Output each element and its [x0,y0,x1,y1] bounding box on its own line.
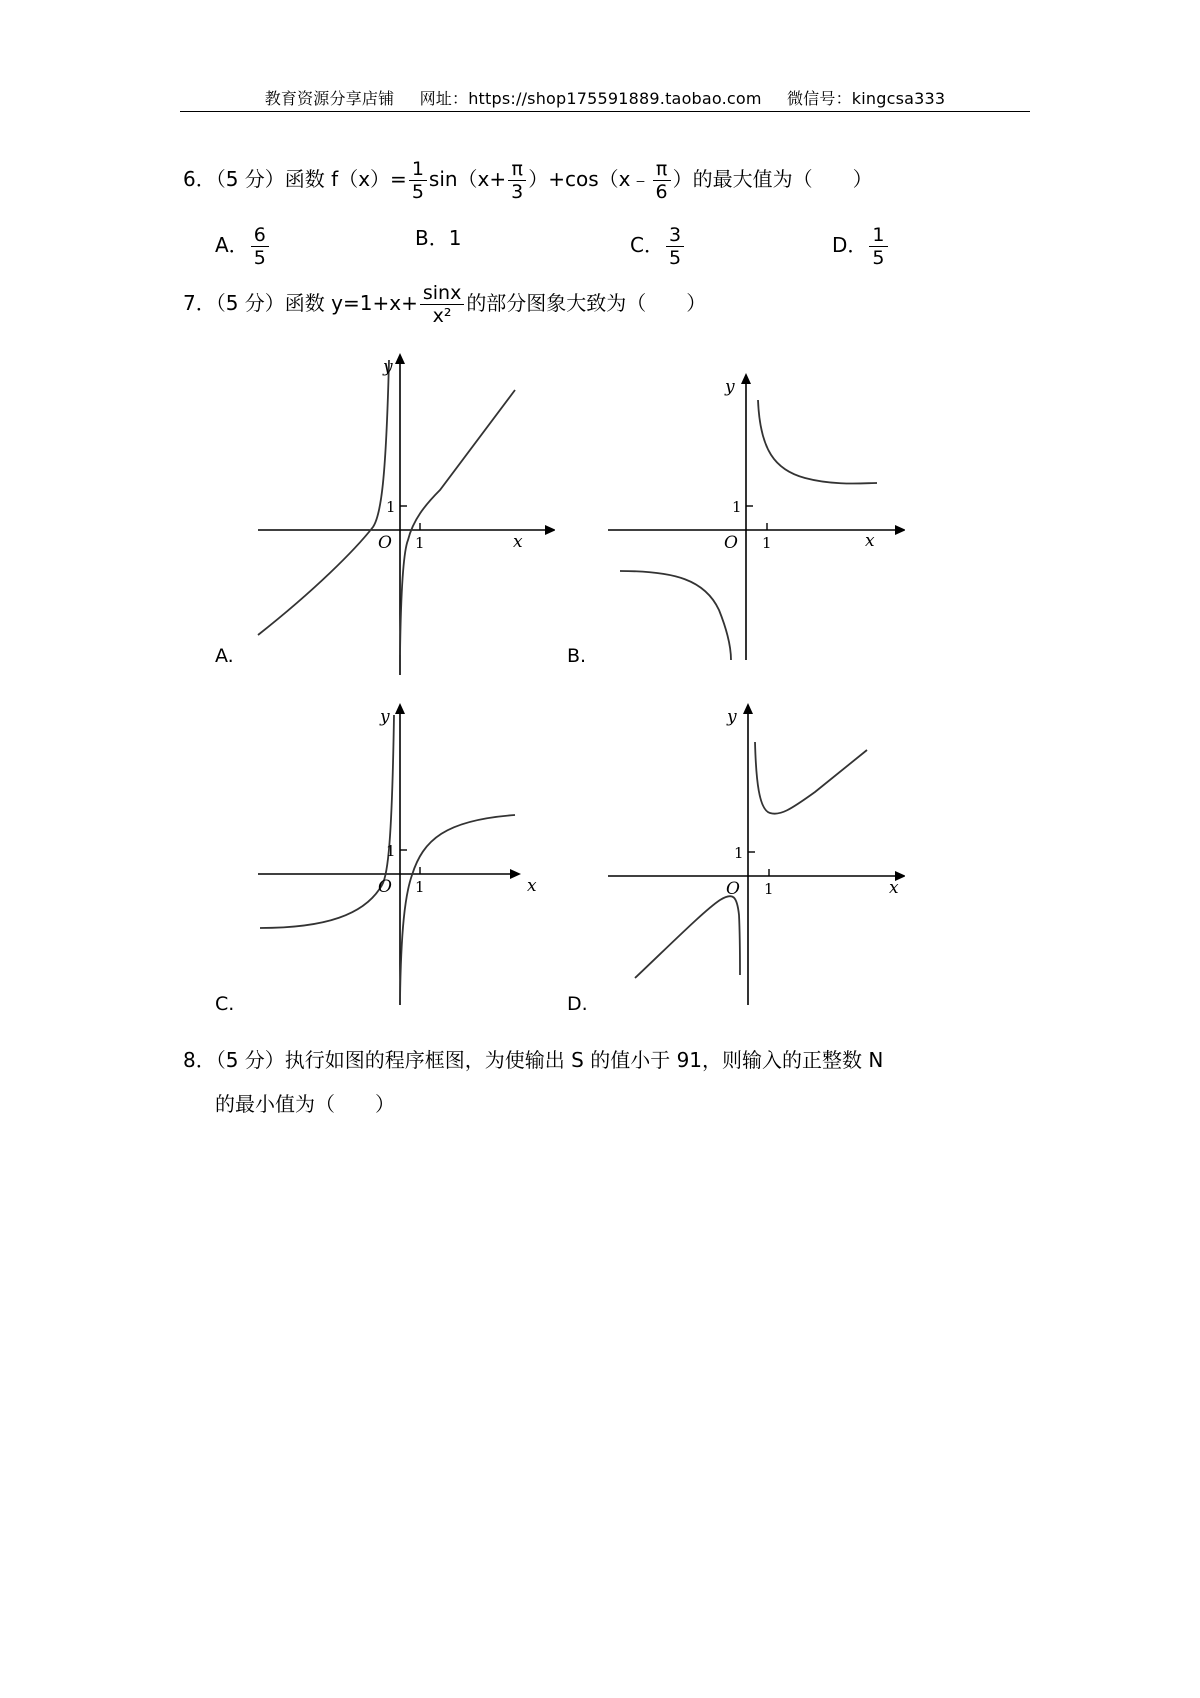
q7-prefix: 7．（5 分）函数 y=1+x+ [183,291,418,315]
question-8-line-1: 8．（5 分）执行如图的程序框图，为使输出 S 的值小于 91，则输入的正整数 N [183,1048,884,1072]
q6-frac-3: $\frac{\pi}{6}$ [653,158,671,203]
q6-cos: ）+cos（x﹣ [528,167,651,191]
shop-name: 教育资源分享店铺 [264,89,395,108]
question-7 [183,282,706,327]
q6-suffix: ）的最大值为（ ） [672,167,873,191]
graph-c-label: C. [215,993,235,1015]
graph-c-tick-y-label: 1 [386,842,396,860]
graph-d-origin: O [726,879,740,899]
graph-a-origin: O [378,533,392,553]
graph-d-x-label: x [889,878,899,898]
graph-b-label: B. [567,645,587,667]
q6-option-c: C． $\frac{3}{5}$ [630,224,686,269]
graph-b-curve-left [620,571,731,660]
graph-b-tick-x-label: 1 [762,534,772,552]
graph-d-tick-x-label: 1 [764,880,774,898]
graph-d-curve-left [635,896,740,978]
q6-option-b: B．1 [415,226,462,250]
q7-frac: $\frac{\sin x}{\text{x²}}$ [420,282,464,327]
graph-b-y-label: y [725,377,735,397]
graph-a-tick-x-label: 1 [415,534,425,552]
graph-b-y-arrow [741,373,751,384]
graph-b-origin: O [724,533,738,553]
q6-option-d: D． $\frac{1}{5}$ [832,224,890,269]
graph-c-tick-x-label: 1 [415,878,425,896]
graph-d-label: D. [567,993,588,1015]
graph-c-curve-right [400,815,515,1000]
graph-c-x-arrow [510,869,521,879]
q7-suffix: 的部分图象大致为（ ） [466,291,707,315]
graph-d-y-arrow [743,703,753,714]
graph-c-curve-left [260,715,394,928]
graph-a-y-arrow [395,353,405,364]
graph-c-origin: O [378,877,392,897]
graph-c-y-label: y [380,707,390,727]
graph-b-x-arrow [895,525,905,535]
q6-frac-1: $\frac{1}{5}$ [409,158,427,203]
graph-a-y-label: y [383,357,393,377]
graph-a-label: A. [215,645,234,667]
graph-c [255,700,555,1010]
wechat-id: 微信号：kingcsa333 [786,89,946,108]
graph-d [605,700,905,1010]
q6-frac-2: $\frac{\pi}{3}$ [508,158,526,203]
shop-url: 网址：https://shop175591889.taobao.com [419,89,762,108]
header-divider [180,111,1030,112]
graph-d-tick-y-label: 1 [734,844,744,862]
graph-b [605,370,905,670]
graph-b-curve-right [758,400,877,484]
graph-a-x-label: x [513,532,523,552]
question-8-line-2: 的最小值为（ ） [215,1092,395,1116]
q6-sin: sin（x+ [428,167,507,191]
graph-d-y-label: y [727,707,737,727]
graph-b-x-label: x [865,531,875,551]
graph-b-tick-y-label: 1 [732,498,742,516]
graph-c-y-arrow [395,703,405,714]
graph-c-x-label: x [527,876,537,896]
graph-d-curve-right [755,742,867,814]
q6-option-a: A． $\frac{6}{5}$ [215,224,271,269]
graph-a [255,350,555,680]
graph-a-curve-left [258,360,389,635]
question-6 [183,158,873,203]
q6-prefix: 6．（5 分）函数 f（x）= [183,167,407,191]
graph-a-tick-y-label: 1 [386,498,396,516]
page-header [180,86,1030,109]
graph-a-curve-right [400,390,515,655]
graph-a-x-arrow [545,525,555,535]
